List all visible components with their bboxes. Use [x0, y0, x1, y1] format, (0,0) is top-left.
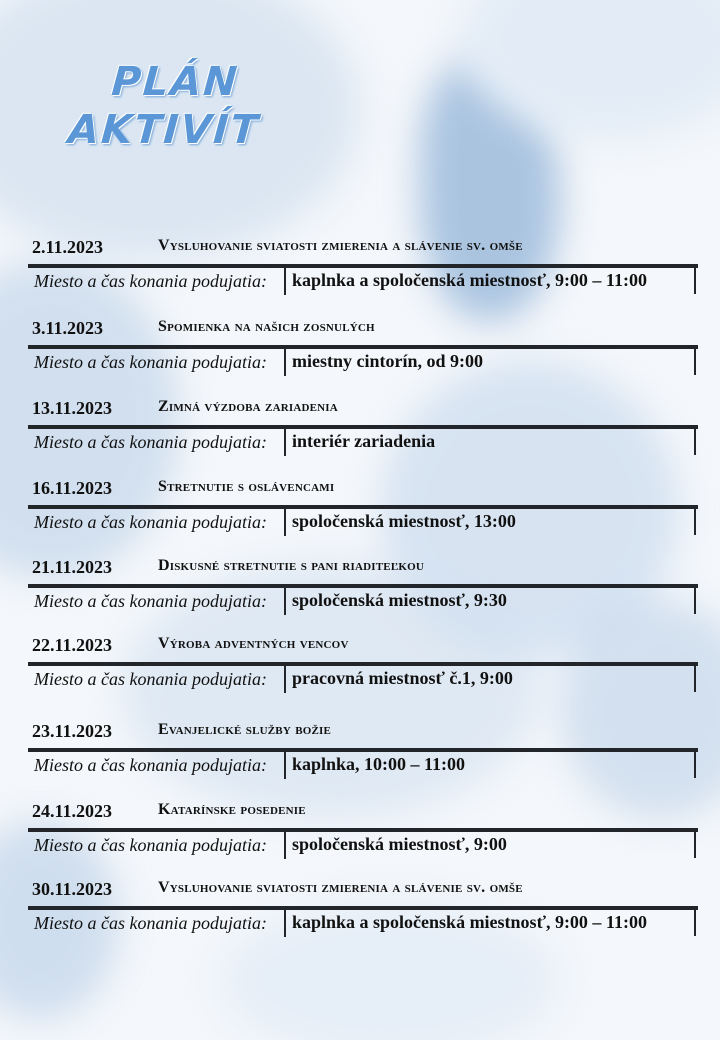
divider — [694, 906, 696, 936]
event-place-time: kaplnka a spoločenská miestnosť, 9:00 – 11:00 — [292, 912, 647, 932]
event-date: 3.11.2023 — [32, 318, 104, 338]
place-label: Miesto a čas konania podujatia: — [34, 835, 267, 855]
divider — [284, 268, 286, 295]
divider — [28, 584, 698, 588]
title-line-aktivit: AKTIVÍT — [66, 107, 262, 153]
divider — [284, 429, 286, 456]
event-name: Stretnutie s oslávencami — [158, 478, 335, 495]
divider — [284, 666, 286, 693]
event-place-time: spoločenská miestnosť, 9:00 — [292, 834, 507, 854]
divider — [694, 425, 696, 455]
event-name: Zimná výzdoba zariadenia — [158, 398, 338, 415]
place-label: Miesto a čas konania podujatia: — [34, 512, 267, 532]
divider — [694, 345, 696, 375]
place-label: Miesto a čas konania podujatia: — [34, 591, 267, 611]
title-line-plan: PLÁN — [110, 59, 241, 105]
divider — [284, 910, 286, 937]
place-label: Miesto a čas konania podujatia: — [34, 271, 267, 291]
event-place-time: spoločenská miestnosť, 13:00 — [292, 511, 516, 531]
event-place-time: spoločenská miestnosť, 9:30 — [292, 590, 507, 610]
place-label: Miesto a čas konania podujatia: — [34, 432, 267, 452]
divider — [694, 264, 696, 294]
event-place-time: interiér zariadenia — [292, 431, 436, 451]
event-name: Evanjelické služby božie — [158, 721, 332, 738]
divider — [284, 349, 286, 376]
event-date: 23.11.2023 — [32, 721, 113, 741]
divider — [284, 509, 286, 536]
event-row — [28, 721, 698, 791]
page-title — [67, 58, 265, 154]
event-row — [28, 318, 698, 388]
event-place-time: pracovná miestnosť č.1, 9:00 — [292, 668, 513, 688]
event-row — [28, 478, 698, 548]
event-row — [28, 635, 698, 705]
event-place-time: miestny cintorín, od 9:00 — [292, 351, 483, 371]
divider — [28, 345, 698, 349]
event-date: 21.11.2023 — [32, 557, 113, 577]
divider — [28, 425, 698, 429]
event-date: 30.11.2023 — [32, 879, 113, 899]
event-row — [28, 557, 698, 627]
divider — [28, 748, 698, 752]
place-label: Miesto a čas konania podujatia: — [34, 913, 267, 933]
event-date: 2.11.2023 — [32, 237, 104, 257]
event-date: 24.11.2023 — [32, 801, 113, 821]
divider — [284, 752, 286, 779]
divider — [28, 662, 698, 666]
place-label: Miesto a čas konania podujatia: — [34, 352, 267, 372]
place-label: Miesto a čas konania podujatia: — [34, 755, 267, 775]
event-name: Spomienka na našich zosnulých — [158, 318, 375, 335]
divider — [28, 906, 698, 910]
event-row — [28, 398, 698, 468]
event-date: 16.11.2023 — [32, 478, 113, 498]
event-name: Vysluhovanie sviatosti zmierenia a slávenie sv. omše — [158, 237, 523, 254]
divider — [694, 505, 696, 535]
divider — [28, 505, 698, 509]
divider — [694, 748, 696, 778]
event-row — [28, 879, 698, 949]
event-place-time: kaplnka a spoločenská miestnosť, 9:00 – 11:00 — [292, 270, 647, 290]
event-name: Diskusné stretnutie s pani riaditeľkou — [158, 557, 425, 574]
event-date: 13.11.2023 — [32, 398, 113, 418]
event-date: 22.11.2023 — [32, 635, 113, 655]
divider — [694, 584, 696, 614]
divider — [694, 828, 696, 858]
event-row — [28, 237, 698, 307]
divider — [284, 832, 286, 859]
event-place-time: kaplnka, 10:00 – 11:00 — [292, 754, 466, 774]
event-name: Výroba adventných vencov — [158, 635, 349, 652]
divider — [284, 588, 286, 615]
divider — [28, 828, 698, 832]
divider — [694, 662, 696, 692]
divider — [28, 264, 698, 268]
event-name: Katarínske posedenie — [158, 801, 306, 818]
event-name: Vysluhovanie sviatosti zmierenia a slávenie sv. omše — [158, 879, 523, 896]
event-row — [28, 801, 698, 871]
place-label: Miesto a čas konania podujatia: — [34, 669, 267, 689]
